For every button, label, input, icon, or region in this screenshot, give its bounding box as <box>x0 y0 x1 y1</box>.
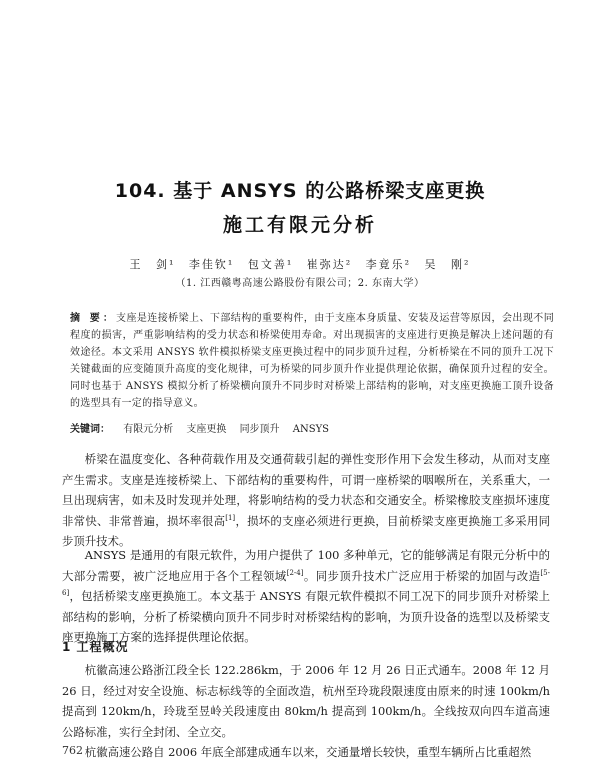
section-heading: 1 工程概况 <box>62 640 129 654</box>
keyword-item: 有限元分析 <box>123 424 174 435</box>
keyword-item: 支座更换 <box>186 424 227 435</box>
paragraph-text: 杭徽高速公路浙江段全长 122.286km，于 2006 年 12 月 26 日正式通车。2008 年 12 月 26 日，经过对安全设施、标志标线等的全面改造，杭州至玲珑段限速度由原来的时速 100km/h 提高到 120km/h，玲珑至昱岭关段速度由 80km/h 提高到 100km/h。全线按双向四车道高速公路标准，实行全封闭、全立交。 <box>62 663 550 739</box>
paper-title-line-2: 施工有限元分析 <box>222 214 377 236</box>
paragraph-text: ，损坏的支座必须进行更换，目前桥梁支座更换施工多采用同步顶升技术。 <box>62 513 550 548</box>
author-affiliation: （1. 江西赣粤高速公路股份有限公司；2. 东南大学） <box>175 278 425 289</box>
keywords-label: 关键词： <box>70 424 110 435</box>
paragraph-text: 杭徽高速公路自 2006 年底全部建成通车以来，交通量增长较快，重型车辆所占比重超然 <box>84 745 532 759</box>
section-1-body <box>62 660 550 763</box>
citation: [2-4] <box>286 568 304 577</box>
intro-paragraph-2 <box>62 545 550 648</box>
paragraph-text: ，包括桥梁支座更换施工。本文基于 ANSYS 有限元软件模拟不同工况下的同步顶升对桥梁上部结构的影响，分析了桥梁横向顶升不同步时对桥梁结构的影响，为顶升设备的选型以及桥梁支座更换施工方案的选择提供理论依据。 <box>62 589 550 644</box>
author-list: 王 剑¹ 李佳钦¹ 包文善¹ 崔弥达² 李竟乐² 吴 刚² <box>129 258 471 271</box>
abstract <box>70 310 554 412</box>
abstract-text: 支座是连接桥梁上、下部结构的重要构件，由于支座本身质量、安装及运营等原因，会出现不同程度的损害，严重影响结构的受力状态和桥梁使用寿命。对出现损害的支座进行更换是解决上述问题的有效途径。本文采用 ANSYS 软件模拟桥梁支座更换过程中的同步顶升过程，分析桥梁在不同的顶升工况下关键截面的应变随顶升高度的变化规律，可为桥梁的同步顶升作业提供理论依据，确保顶升过程的安全。同时也基于 ANSYS 模拟分析了桥梁横向顶升不同步时对桥梁上部结构的影响，对支座更换施工顶升设备的选型具有一定的指导意义。 <box>70 313 554 409</box>
keyword-item: 同步顶升 <box>239 424 280 435</box>
paragraph-text: 。同步顶升技术广泛应用于桥梁的加固与改造 <box>303 568 541 583</box>
abstract-label: 摘 要： <box>70 313 117 324</box>
intro-paragraph-1 <box>62 449 550 552</box>
keywords <box>70 421 554 438</box>
paper-title-line-1: 104. 基于 ANSYS 的公路桥梁支座更换 <box>114 180 486 202</box>
keyword-item: ANSYS <box>292 424 330 435</box>
paragraph-text: 桥梁在温度变化、各种荷载作用及交通荷载引起的弹性变形作用下会发生移动，从而对支座产生需求。支座是连接桥梁上、下部结构的重要构件，可谓一座桥梁的咽喉所在，关系重大，一旦出现病害，如未及时发现并处理，将影响结构的受力状态和交通安全。桥梁橡胶支座损坏速度非常快、非常普遍，损坏率很高 <box>62 452 550 528</box>
paragraph-text: ANSYS 是通用的有限元软件，为用户提供了 100 多种单元，它的能够满足有限元分析中的大部分需要，被广泛地应用于各个工程领域 <box>62 548 550 583</box>
citation: [1] <box>225 513 236 522</box>
citation: [5-6] <box>62 568 550 598</box>
page-number: 762 <box>62 744 83 757</box>
